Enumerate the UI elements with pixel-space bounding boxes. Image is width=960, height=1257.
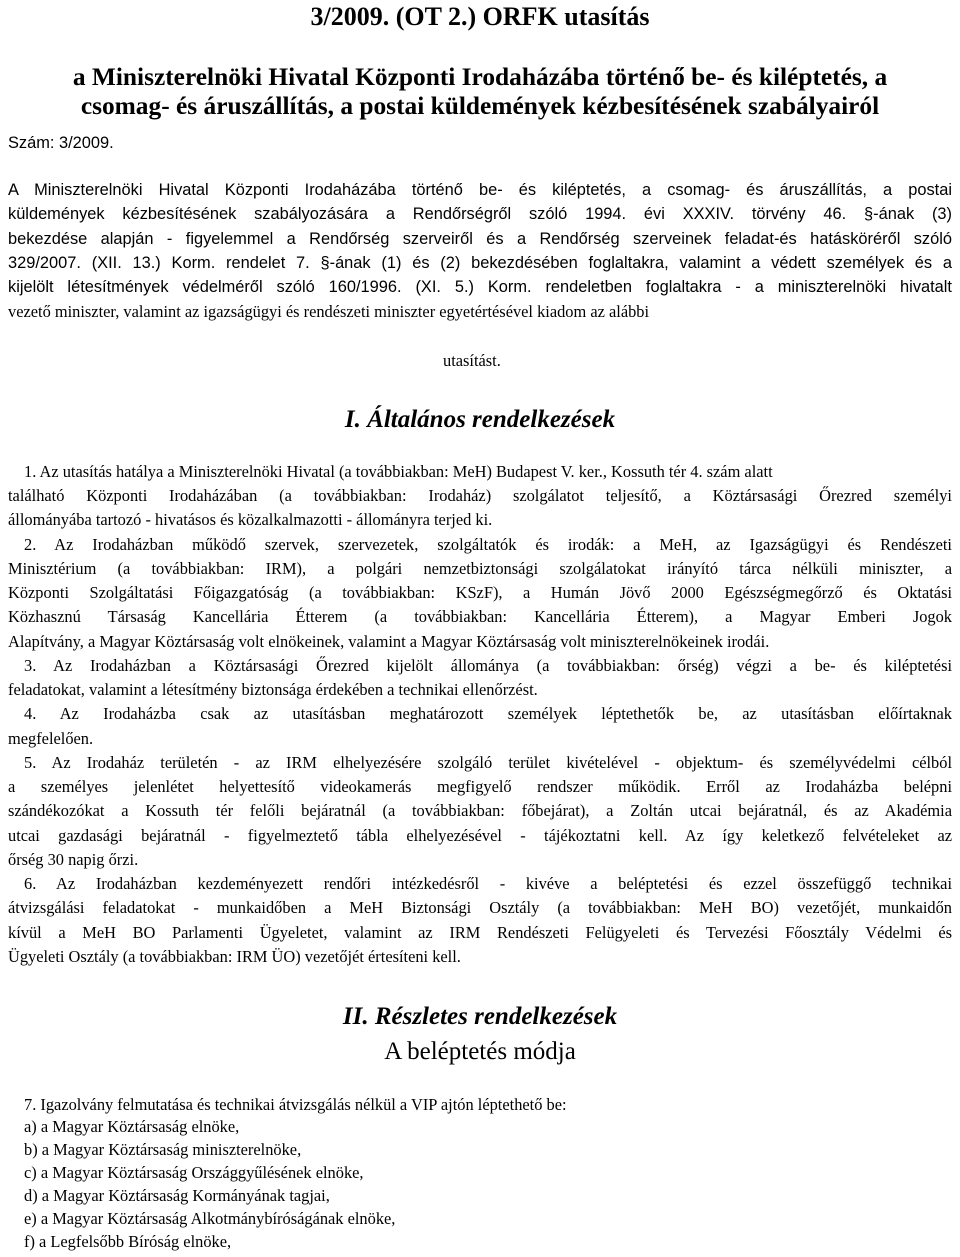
document-title: 3/2009. (OT 2.) ORFK utasítás [310,2,650,31]
preamble-line: küldemények kézbesítésének szabályozására a Rendőrségről szóló 1994. évi XXXIV. törvény 46. §-ának (3) [8,205,952,223]
section-heading-general: I. Általános rendelkezések [344,406,616,433]
preamble-line: vezető miniszter, valamint az igazságügyi és rendészeti miniszter egyetértésével kiadom az alábbi [8,302,650,321]
document-subtitle-line-2: csomag- és áruszállítás, a postai küldemények kézbesítésének szabályairól [80,92,880,120]
list-item: c) a Magyar Köztársaság Országgyűlésének elnöke, [24,1163,364,1182]
paragraph-line: 5. Az Irodaház területén - az IRM elhelyezésére szolgáló terület kivételével - objektum- és személyvédelmi célból [24,753,952,772]
paragraph-line: kívül a MeH BO Parlamenti Ügyeletet, valamint az IRM Rendészeti Felügyeleti és Tervezési Főosztály Védelmi és [8,923,952,942]
preamble-line: A Miniszterelnöki Hivatal Központi Irodaházába történő be- és kiléptetés, a csomag- és áruszállítás, a postai [8,181,952,199]
paragraph-line: 1. Az utasítás hatálya a Miniszterelnöki Hivatal (a továbbiakban: MeH) Budapest V. ker., Kossuth tér 4. szám alatt [24,462,773,481]
utasitast-label: utasítást. [443,351,501,370]
paragraph-line: megfelelően. [8,729,94,748]
paragraph-line: 6. Az Irodaházban kezdeményezett rendőri intézkedésről - kivéve a beléptetési és ezzel összefüggő technikai [24,874,952,893]
paragraph-line: állományába tartozó - hivatásos és közalkalmazotti - állományra terjed ki. [8,510,493,529]
paragraph-line: 4. Az Irodaházba csak az utasításban meghatározott személyek léptethetők be, az utasításban előírtaknak [24,704,952,723]
preamble-line: 329/2007. (XII. 13.) Korm. rendelet 7. §-ának (1) és (2) bekezdésében foglaltakra, valamint a védett személyek és a [8,254,952,272]
paragraph-line: Alapítvány, a Magyar Köztársaság volt elnökeinek, valamint a Magyar Köztársaság volt miniszterelnökeinek irodái. [8,632,770,651]
paragraph-line: 2. Az Irodaházban működő szervek, szervezetek, szolgáltatók és irodák: a MeH, az Igazságügyi és Rendészeti [24,535,952,554]
paragraph-line: 3. Az Irodaházban a Köztársasági Őrezred kijelölt állománya (a továbbiakban: őrség) végzi a be- és kiléptetési [24,656,952,675]
document-number: Szám: 3/2009. [8,134,114,152]
section-heading-detailed: II. Részletes rendelkezések [342,1003,618,1030]
document-subtitle-line-1: a Miniszterelnöki Hivatal Központi Irodaházába történő be- és kiléptetés, a [72,63,888,91]
paragraph-line: Közhasznú Társaság Kancellária Étterem (a továbbiakban: Kancellária Étterem), a Magyar Emberi Jogok [8,607,952,626]
paragraph-line: a személyes jelenlétet helyettesítő videokamerás megfigyelő rendszer működik. Erről az Irodaházba belépni [8,777,952,796]
list-item: f) a Legfelsőbb Bíróság elnöke, [24,1232,232,1251]
paragraph-line: szándékozókat a Kossuth tér felőli bejáratnál (a továbbiakban: főbejárat), a Zoltán utcai bejáratnál, és az Akadémia [8,801,952,820]
paragraph-line: őrség 30 napig őrzi. [8,850,139,869]
list-item: a) a Magyar Köztársaság elnöke, [24,1117,240,1136]
paragraph-line: átvizsgálási feladatokat - munkaidőben a MeH Biztonsági Osztály (a továbbiakban: MeH BO) vezetőjét, munkaidőn [8,898,952,917]
preamble-line: kijelölt létesítmények védelméről szóló 160/1996. (XI. 5.) Korm. rendeletben foglaltakra - a miniszterelnöki hivatalt [8,278,952,296]
item-7: 7. Igazolvány felmutatása és technikai átvizsgálás nélkül a VIP ajtón léptethető be: [24,1095,567,1114]
paragraph-line: Központi Szolgáltatási Főigazgatóság (a továbbiakban: KSzF), a Humán Jövő 2000 Egészségmegőrző és Oktatási [8,583,952,602]
subsection-heading: A beléptetés módja [384,1038,576,1065]
list-item: b) a Magyar Köztársaság miniszterelnöke, [24,1140,302,1159]
paragraph-line: található Központi Irodaházában (a továbbiakban: Irodaház) szolgálatot teljesítő, a Köztársasági Őrezred személyi [8,486,952,505]
paragraph-line: Ügyeleti Osztály (a továbbiakban: IRM ÜO) vezetőjét értesíteni kell. [8,947,461,966]
list-item: e) a Magyar Köztársaság Alkotmánybíróságának elnöke, [24,1209,396,1228]
paragraph-line: feladatokat, valamint a létesítmény biztonsága érdekében a technikai ellenőrzést. [8,680,538,699]
paragraph-line: utcai gazdasági bejáratnál - figyelmeztető tábla elhelyezésével - tájékoztatni kell. Az így keletkező felvételeket az [8,826,952,845]
list-item: d) a Magyar Köztársaság Kormányának tagjai, [24,1186,330,1205]
paragraph-line: Minisztérium (a továbbiakban: IRM), a polgári nemzetbiztonsági szolgálatokat irányító tárca nélküli miniszter, a [8,559,952,578]
preamble-line: bekezdése alapján - figyelemmel a Rendőrség szerveiről és a Rendőrség szerveinek feladat-és hatásköréről szóló [8,230,952,248]
